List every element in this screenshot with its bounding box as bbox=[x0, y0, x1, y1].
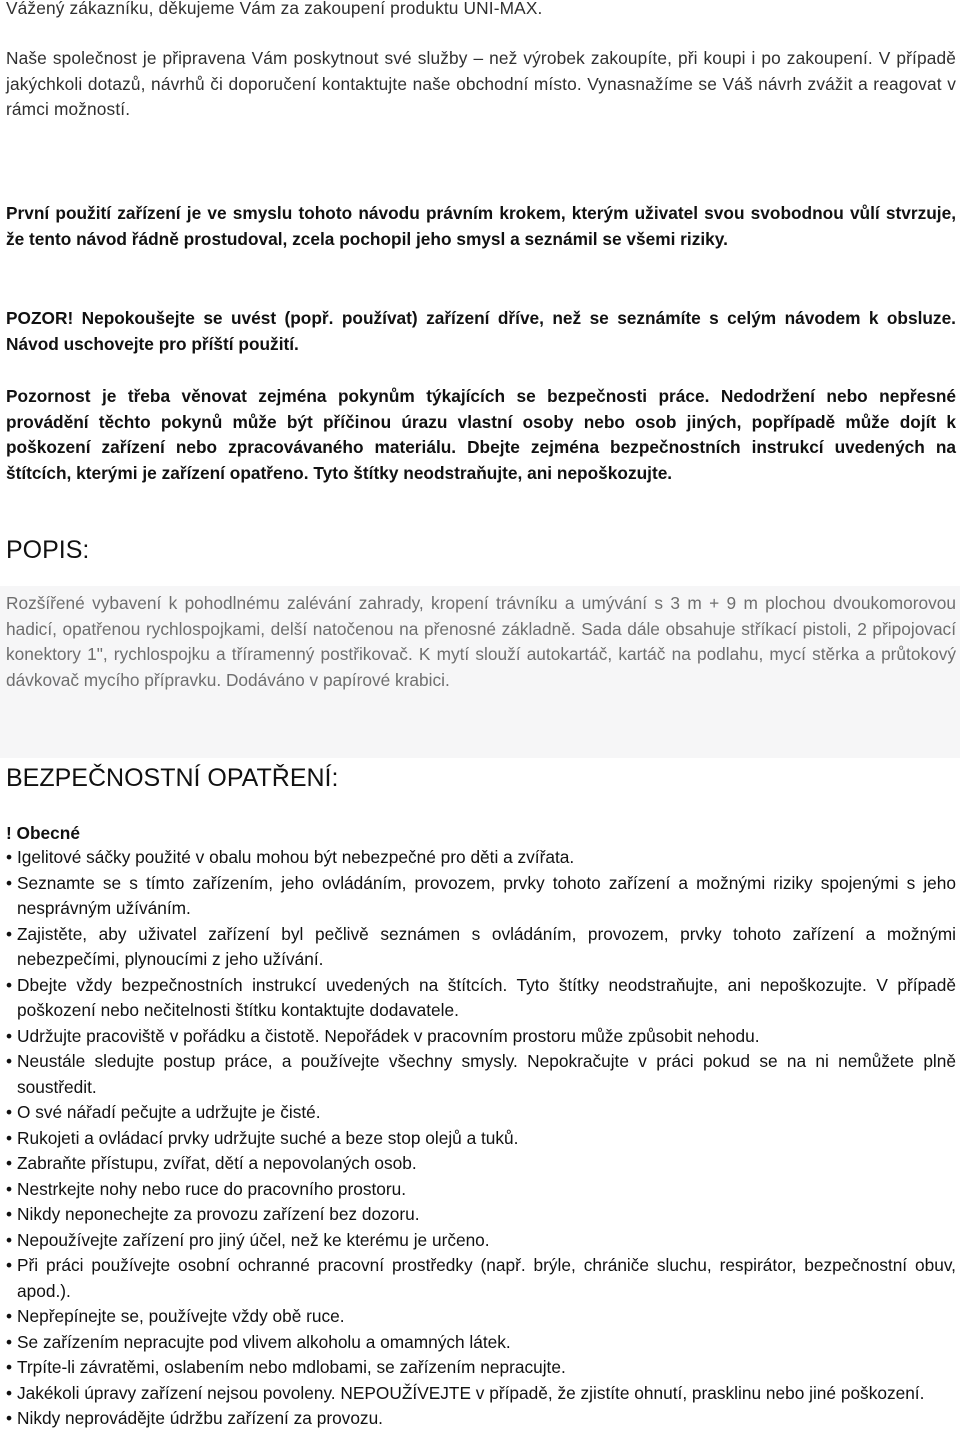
bullet-icon: • bbox=[6, 872, 13, 893]
bullet-icon: • bbox=[6, 1331, 13, 1352]
bullet-icon: • bbox=[6, 1025, 13, 1046]
safety-attention-paragraph: Pozornost je třeba věnovat zejména pokynům týkajících se bezpečnosti práce. Nedodržení nebo nepřesné provádění těchto pokynů může být příčinou úrazu vlastní osoby nebo osob jiných, popřípadě může dojít k poškození zařízení nebo zpracovávaného materiálu. Dbejte zejména bezpečnostních instrukcí uvedených na štítcích, kterými je zařízení opatřeno. Tyto štítky neodstraňujte, ani nepoškozujte. bbox=[6, 386, 956, 483]
list-item bbox=[6, 871, 956, 922]
list-item bbox=[6, 1151, 956, 1177]
list-item-text: Zajistěte, aby uživatel zařízení byl pečlivě seznámen s ovládáním, provozem, prvky tohoto zařízení a možnými nebezpečími, plynoucími z jeho užívání. bbox=[17, 923, 956, 969]
list-item-text: Rukojeti a ovládací prvky udržujte suché a beze stop olejů a tuků. bbox=[17, 1127, 519, 1148]
bullet-icon: • bbox=[6, 1255, 13, 1275]
list-item-text: Nepoužívejte zařízení pro jiný účel, než ke kterému je určeno. bbox=[17, 1229, 490, 1250]
bullet-icon: • bbox=[6, 1127, 13, 1148]
list-item bbox=[6, 973, 956, 1024]
list-item-text: Se zařízením nepracujte pod vlivem alkoholu a omamných látek. bbox=[17, 1331, 511, 1352]
safety-bullet-list bbox=[6, 845, 956, 1432]
list-item bbox=[6, 1253, 956, 1304]
bullet-icon: • bbox=[6, 923, 13, 944]
bullet-icon: • bbox=[6, 1153, 13, 1173]
bullet-icon: • bbox=[6, 1051, 13, 1071]
bullet-icon: • bbox=[6, 1382, 13, 1403]
list-item bbox=[6, 1228, 956, 1254]
bullet-icon: • bbox=[6, 1357, 13, 1377]
bullet-icon: • bbox=[6, 1229, 13, 1250]
list-item bbox=[6, 1049, 956, 1100]
service-paragraph: Naše společnost je připravena Vám poskytnout své služby – než výrobek zakoupíte, při koupi i po zakoupení. V případě jakýchkoli dotazů, návrhů či doporučení kontaktujte naše obchodní místo. Vynasnažíme se Váš návrh zvážit a reagovat v rámci možností. bbox=[6, 48, 956, 119]
list-item-text: Dbejte vždy bezpečnostních instrukcí uvedených na štítcích. Tyto štítky neodstraňujte, ani nepoškozujte. V případě poškození nebo nečitelnosti štítku kontaktujte dodavatele. bbox=[17, 974, 956, 1020]
list-item bbox=[6, 1381, 956, 1407]
bullet-icon: • bbox=[6, 974, 13, 995]
bullet-icon: • bbox=[6, 1178, 13, 1199]
list-item bbox=[6, 1126, 956, 1152]
list-item-text: Při práci používejte osobní ochranné pracovní prostředky (např. brýle, chrániče sluchu, respirátor, bezpečnostní obuv, apod.). bbox=[17, 1255, 956, 1301]
first-use-paragraph: První použití zařízení je ve smyslu tohoto návodu právním krokem, kterým uživatel svou svobodnou vůlí stvrzuje, že tento návod řádně prostudoval, zcela pochopil jeho smysl a seznámil se všemi riziky. bbox=[6, 203, 956, 249]
safety-heading: BEZPEČNOSTNÍ OPATŘENÍ: bbox=[6, 764, 339, 792]
list-item bbox=[6, 1330, 956, 1356]
list-item bbox=[6, 1202, 956, 1228]
list-item-text: Igelitové sáčky použité v obalu mohou být nebezpečné pro děti a zvířata. bbox=[17, 847, 575, 867]
list-item-text: Trpíte-li závratěmi, oslabením nebo mdlobami, se zařízením nepracujte. bbox=[17, 1357, 566, 1377]
list-item-text: Udržujte pracoviště v pořádku a čistotě. Nepořádek v pracovním prostoru může způsobit nehodu. bbox=[17, 1025, 760, 1046]
general-subheading: ! Obecné bbox=[6, 823, 80, 843]
list-item bbox=[6, 922, 956, 973]
list-item bbox=[6, 845, 956, 871]
list-item bbox=[6, 1100, 956, 1126]
list-item bbox=[6, 1355, 956, 1381]
bullet-icon: • bbox=[6, 1408, 13, 1428]
list-item bbox=[6, 1024, 956, 1050]
bullet-icon: • bbox=[6, 1306, 13, 1326]
list-item bbox=[6, 1406, 956, 1432]
popis-paragraph: Rozšířené vybavení k pohodlnému zalévání zahrady, kropení trávníku a umývání s 3 m + 9 m plochou dvoukomorovou hadicí, opatřenou rychlospojkami, delší natočenou na přenosné základně. Sada dále obsahuje stříkací pistoli, 2 připojovací konektory 1", rychlospojku a tříramenný postřikovač. K mytí slouží autokartáč, kartáč na podlahu, mycí stěrka a průtokový dávkovač mycího přípravku. Dodáváno v papírové krabici. bbox=[6, 593, 956, 690]
list-item bbox=[6, 1177, 956, 1203]
list-item-text: O své nářadí pečujte a udržujte je čisté. bbox=[17, 1102, 321, 1122]
greeting-paragraph: Vážený zákazníku, děkujeme Vám za zakoupení produktu UNI-MAX. bbox=[6, 0, 543, 18]
bullet-icon: • bbox=[6, 1102, 13, 1122]
list-item-text: Nikdy neprovádějte údržbu zařízení za provozu. bbox=[17, 1408, 383, 1428]
bullet-icon: • bbox=[6, 847, 13, 867]
list-item-text: Seznamte se s tímto zařízením, jeho ovládáním, provozem, prvky tohoto zařízení a možnými riziky spojenými s jeho nesprávným užíváním. bbox=[17, 872, 956, 918]
list-item bbox=[6, 1304, 956, 1330]
list-item-text: Nikdy neponechejte za provozu zařízení bez dozoru. bbox=[17, 1204, 420, 1224]
list-item-text: Nepřepínejte se, používejte vždy obě ruce. bbox=[17, 1306, 345, 1326]
warning-paragraph: POZOR! Nepokoušejte se uvést (popř. používat) zařízení dříve, než se seznámíte s celým návodem k obsluze. Návod uschovejte pro příští použití. bbox=[6, 308, 956, 354]
list-item-text: Nestrkejte nohy nebo ruce do pracovního prostoru. bbox=[17, 1178, 407, 1199]
list-item-text: Jakékoli úpravy zařízení nejsou povoleny. NEPOUŽÍVEJTE v případě, že zjistíte ohnutí, prasklinu nebo jiné poškození. bbox=[17, 1382, 925, 1403]
list-item-text: Neustále sledujte postup práce, a používejte všechny smysly. Nepokračujte v práci pokud se na ni nemůžete plně soustředit. bbox=[17, 1051, 956, 1097]
bullet-icon: • bbox=[6, 1204, 13, 1224]
list-item-text: Zabraňte přístupu, zvířat, dětí a nepovolaných osob. bbox=[17, 1153, 417, 1173]
popis-heading: POPIS: bbox=[6, 536, 90, 564]
